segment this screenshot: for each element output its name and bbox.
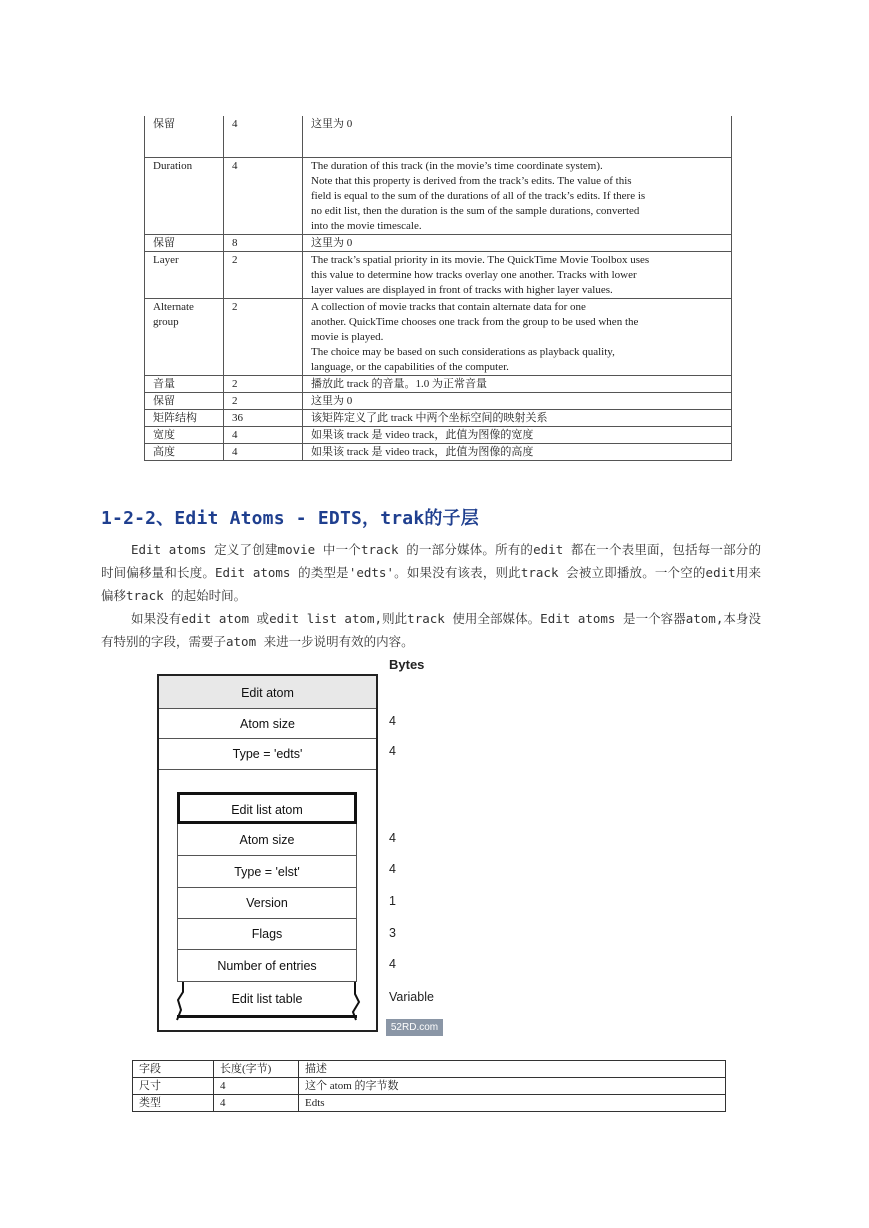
diagram-box-edit-list-table: Edit list table [177,982,357,1018]
table-row [145,234,732,251]
header-cell: 长度(字节) [214,1061,299,1078]
table-row [145,375,732,392]
bytes-value: 4 [389,957,396,971]
edts-field-table [132,1060,726,1112]
diagram-box-atom-size: Atom size [159,709,376,739]
bytes-value: 4 [389,714,396,728]
bytes-header: Bytes [389,657,425,672]
cell: Edts [299,1095,726,1112]
field-desc: 如果该 track 是 video track，此值为图像的宽度 [303,426,732,443]
table-row [145,157,732,234]
table-row [145,426,732,443]
field-desc: 这里为 0 [303,392,732,409]
bytes-value: 3 [389,926,396,940]
diagram-box-version: Version [177,888,357,919]
cell: 4 [214,1095,299,1112]
field-size: 2 [224,298,303,375]
field-desc: 这里为 0 [303,234,732,251]
bytes-value: 4 [389,744,396,758]
field-desc: 播放此 track 的音量。1.0 为正常音量 [303,375,732,392]
table-row [133,1095,726,1112]
field-size: 36 [224,409,303,426]
header-cell: 描述 [299,1061,726,1078]
track-header-field-table [144,116,732,461]
diagram-box-edit-atom: Edit atom [159,676,376,709]
field-size: 4 [224,443,303,460]
field-name: 保留 [145,392,224,409]
field-name: 高度 [145,443,224,460]
table-row [145,298,732,375]
field-size: 2 [224,392,303,409]
paragraph-2: 如果没有edit atom 或edit list atom,则此track 使用全部媒体。Edit atoms 是一个容器atom,本身没有特别的字段，需要子atom 来进一步说明有效的内容。 [101,611,761,649]
paragraph-1: Edit atoms 定义了创建movie 中一个track 的一部分媒体。所有的edit 都在一个表里面，包括每一部分的时间偏移量和长度。Edit atoms 的类型是'edts'。如果没有该表，则此track 会被立即播放。一个空的edit用来偏移track 的起始时间。 [101,542,761,603]
field-size: 8 [224,234,303,251]
table-row [145,409,732,426]
field-name: 音量 [145,375,224,392]
field-name: 保留 [145,234,224,251]
edit-atom-diagram [157,674,378,1032]
section-heading: 1-2-2、Edit Atoms - EDTS，trak的子层 [101,508,479,529]
field-desc: 如果该 track 是 video track，此值为图像的高度 [303,443,732,460]
field-desc: The duration of this track (in the movie’s time coordinate system). Note that this property is derived from the track’s edits. The value of this field is equal to the sum of the durations of all of the track’s edits. If there is no edit list, then the duration is the sum of the sample durations, converted into the movie timescale. [303,157,732,234]
torn-edge-icon [169,982,369,1022]
cell: 类型 [133,1095,214,1112]
field-name: Alternate group [145,298,224,375]
diagram-box-number-of-entries: Number of entries [177,950,357,982]
field-name: 矩阵结构 [145,409,224,426]
diagram-box-type: Type = 'edts' [159,739,376,770]
field-size: 2 [224,251,303,298]
field-size: 4 [224,116,303,157]
table-row [145,116,732,157]
diagram-box-edit-list-atom: Edit list atom [177,792,357,824]
table-header-row [133,1061,726,1078]
bytes-value: 4 [389,862,396,876]
field-desc: The track’s spatial priority in its movie. The QuickTime Movie Toolbox uses this value to determine how tracks overlay one another. Tracks with lower layer values are displayed in front of tracks with higher layer values. [303,251,732,298]
table-row [133,1078,726,1095]
table-row [145,251,732,298]
cell: 4 [214,1078,299,1095]
field-name: Duration [145,157,224,234]
table-row [145,392,732,409]
field-name: 宽度 [145,426,224,443]
bytes-value: 1 [389,894,396,908]
diagram-box-type: Type = 'elst' [177,856,357,888]
table-row [145,443,732,460]
field-desc: 这里为 0 [303,116,732,157]
field-size: 2 [224,375,303,392]
bytes-value: 4 [389,831,396,845]
field-desc: 该矩阵定义了此 track 中两个坐标空间的映射关系 [303,409,732,426]
watermark-logo: 52RD.com [386,1019,443,1036]
field-name: Layer [145,251,224,298]
bytes-value: Variable [389,990,434,1004]
field-desc: A collection of movie tracks that contain alternate data for one another. QuickTime chooses one track from the group to be used when the movie is played. The choice may be based on such considerations as playback quality, language, or the capabilities of the computer. [303,298,732,375]
field-name: 保留 [145,116,224,157]
field-size: 4 [224,426,303,443]
diagram-box-flags: Flags [177,919,357,950]
diagram-box-atom-size: Atom size [177,824,357,856]
header-cell: 字段 [133,1061,214,1078]
cell: 这个 atom 的字节数 [299,1078,726,1095]
field-size: 4 [224,157,303,234]
cell: 尺寸 [133,1078,214,1095]
